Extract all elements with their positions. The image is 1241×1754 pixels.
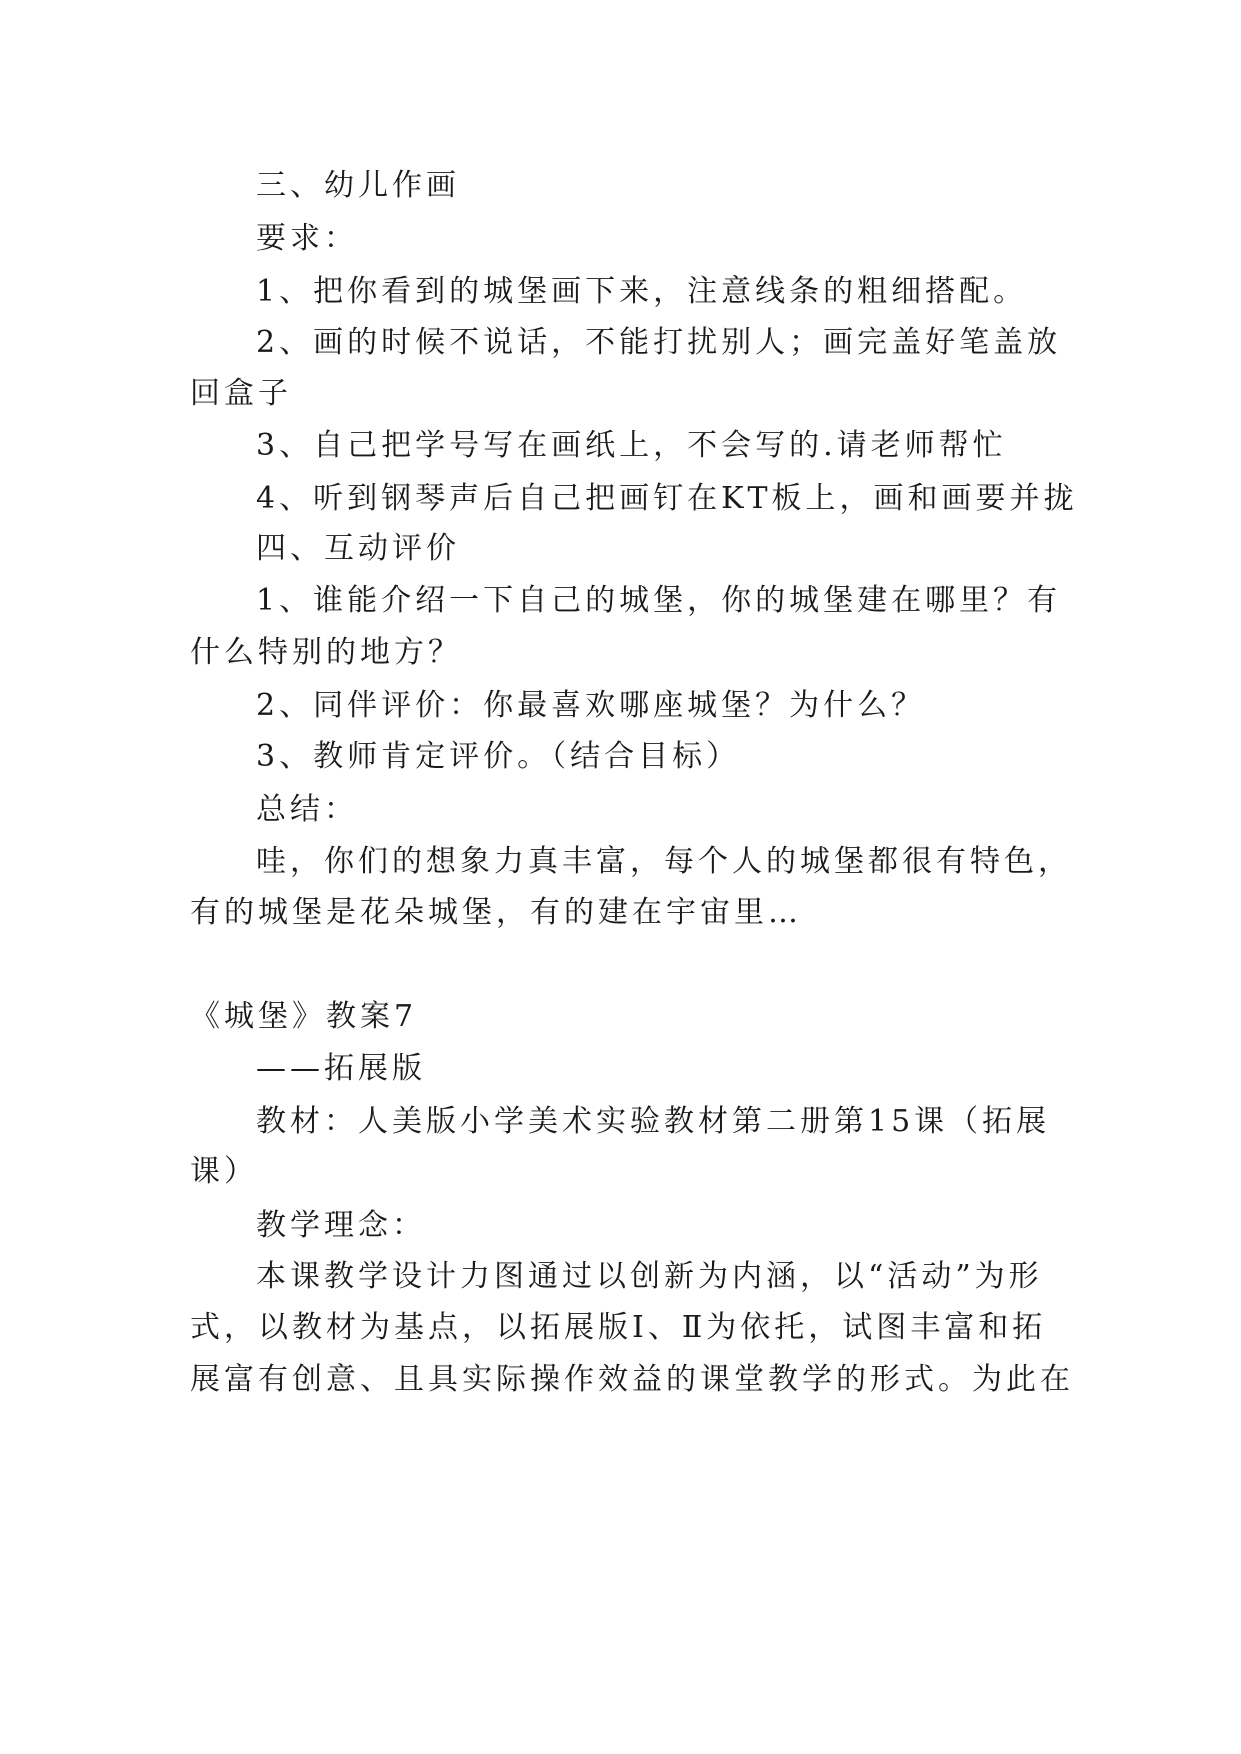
requirement-4: 4、听到钢琴声后自己把画钉在KT板上，画和画要并拢 [256, 481, 1078, 516]
philosophy-text-cont-2: 展富有创意、且具实际操作效益的课堂教学的形式。为此在 [190, 1362, 1074, 1397]
requirement-2-cont: 回盒子 [190, 376, 292, 411]
evaluation-1-cont: 什么特别的地方？ [190, 635, 462, 670]
evaluation-2: 2、同伴评价：你最喜欢哪座城堡？为什么？ [256, 688, 926, 723]
requirement-2: 2、画的时候不说话，不能打扰别人；画完盖好笔盖放 [256, 325, 1062, 360]
summary-label: 总结： [256, 792, 358, 827]
summary-text-cont: 有的城堡是花朵城堡，有的建在宇宙里… [190, 895, 802, 930]
requirement-1: 1、把你看到的城堡画下来，注意线条的粗细搭配。 [256, 274, 1028, 309]
textbook-info: 教材：人美版小学美术实验教材第二册第15课（拓展 [256, 1104, 1051, 1139]
evaluation-3: 3、教师肯定评价。（结合目标） [256, 739, 741, 774]
philosophy-text-cont-1: 式，以教材为基点，以拓展版Ⅰ、Ⅱ为依托，试图丰富和拓 [190, 1310, 1047, 1345]
heading-drawing: 三、幼儿作画 [256, 168, 460, 203]
philosophy-text: 本课教学设计力图通过以创新为内涵，以“活动”为形 [256, 1259, 1043, 1294]
textbook-info-cont: 课） [190, 1154, 258, 1189]
lesson-title: 《城堡》教案7 [190, 999, 418, 1034]
requirements-label: 要求： [256, 221, 358, 256]
summary-text: 哇，你们的想象力真丰富，每个人的城堡都很有特色， [256, 844, 1072, 879]
lesson-subtitle: ——拓展版 [256, 1051, 426, 1086]
evaluation-1: 1、谁能介绍一下自己的城堡，你的城堡建在哪里？有 [256, 583, 1062, 618]
requirement-3: 3、自己把学号写在画纸上，不会写的.请老师帮忙 [256, 428, 1007, 463]
heading-evaluation: 四、互动评价 [256, 531, 460, 566]
philosophy-label: 教学理念： [256, 1208, 426, 1243]
